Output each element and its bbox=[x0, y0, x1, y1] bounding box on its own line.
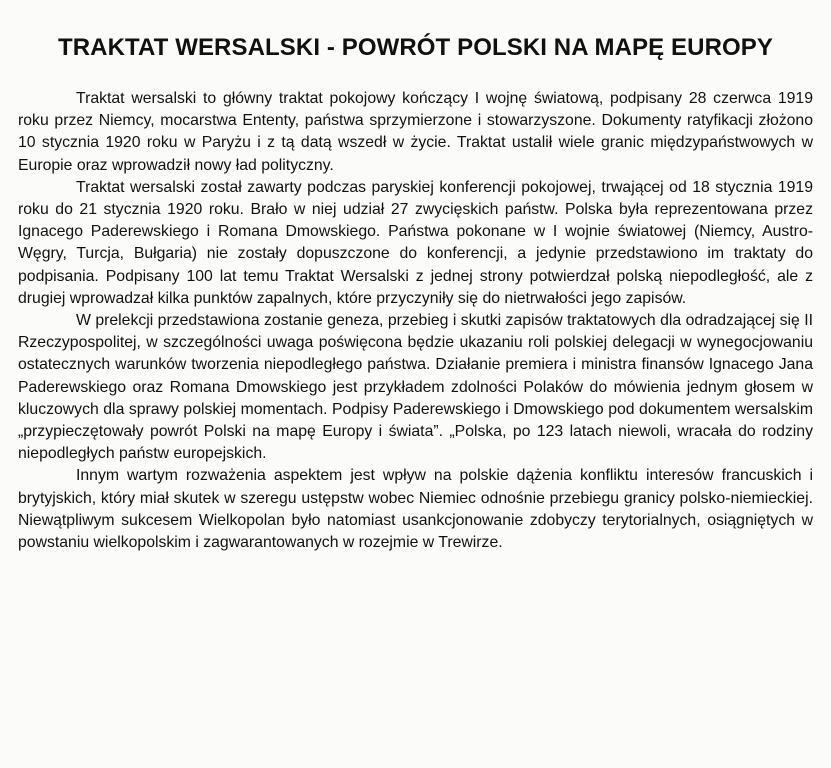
paragraph-3: W prelekcji przedstawiona zostanie geneza, przebieg i skutki zapisów traktatowych dla odradzającej się II Rzeczypospolitej, w szczególności uwaga poświęcona będzie ukazaniu roli polskiej delegacji w wynegocjowaniu ostatecznych warunków tworzenia niepodległego państwa. Działanie premiera i ministra finansów Ignacego Jana Paderewskiego oraz Romana Dmowskiego jest przykładem zdolności Polaków do mówienia jednym głosem w kluczowych dla sprawy polskiej momentach. Podpisy Paderewskiego i Dmowskiego pod dokumentem wersalskim „przypieczętowały powrót Polski na mapę Europy i świata”. „Polska, po 123 latach niewoli, wracała do rodziny niepodległych państw europejskich. bbox=[18, 312, 813, 463]
document-title: TRAKTAT WERSALSKI - POWRÓT POLSKI NA MAPĘ EUROPY bbox=[57, 34, 773, 61]
document-body bbox=[18, 88, 813, 554]
paragraph-2: Traktat wersalski został zawarty podczas paryskiej konferencji pokojowej, trwającej od 18 stycznia 1919 roku do 21 stycznia 1920 roku. Brało w niej udział 27 zwycięskich państw. Polska była reprezentowana przez Ignacego Paderewskiego i Romana Dmowskiego. Państwa pokonane w I wojnie światowej (Niemcy, Austro-Węgry, Turcja, Bułgaria) nie zostały dopuszczone do konferencji, a jedynie przedstawiono im traktaty do podpisania. Podpisany 100 lat temu Traktat Wersalski z jednej strony potwierdzał polską niepodległość, ale z drugiej wprowadzał kilka punktów zapalnych, które przyczyniły się do nietrwałości jego zapisów. bbox=[18, 178, 813, 307]
paragraph-1: Traktat wersalski to główny traktat pokojowy kończący I wojnę światową, podpisany 28 czerwca 1919 roku przez Niemcy, mocarstwa Ententy, państwa sprzymierzone i stowarzyszone. Dokumenty ratyfikacji złożono 10 stycznia 1920 roku w Paryżu i z tą datą wszedł w życie. Traktat ustalił wiele granic międzypaństwowych w Europie oraz wprowadził nowy ład polityczny. bbox=[18, 90, 813, 174]
paragraph-4: Innym wartym rozważenia aspektem jest wpływ na polskie dążenia konfliktu interesów francuskich i brytyjskich, który miał skutek w szeregu ustępstw wobec Niemiec odnośnie przebiegu granicy polsko-niemieckiej. Niewątpliwym sukcesem Wielkopolan było natomiast usankcjonowanie zdobyczy terytorialnych, osiągniętych w powstaniu wielkopolskim i zagwarantowanych w rozejmie w Trewirze. bbox=[18, 467, 813, 552]
